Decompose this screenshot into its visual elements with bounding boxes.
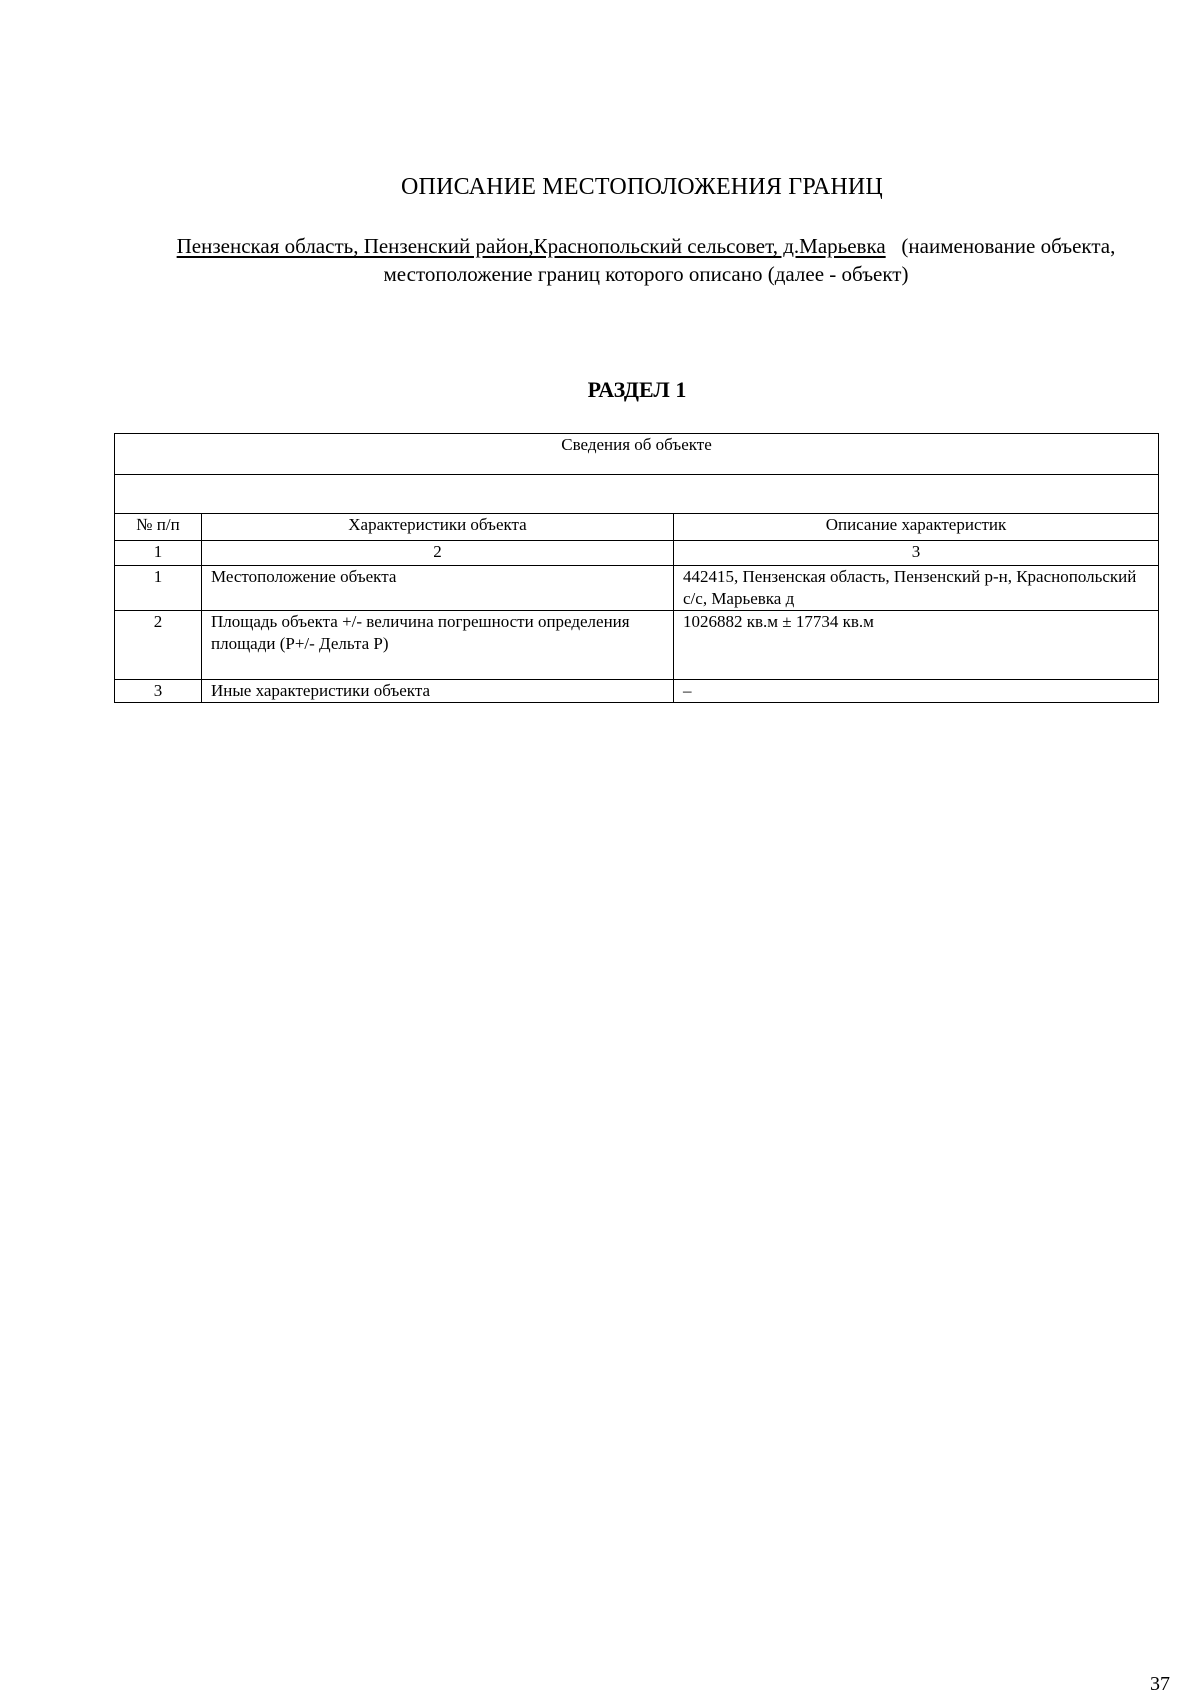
row-characteristic: Иные характеристики объекта <box>202 680 674 703</box>
table-caption-row <box>115 434 1159 475</box>
column-number-1: 1 <box>115 541 202 566</box>
table-column-number-row <box>115 541 1159 566</box>
row-characteristic: Местоположение объекта <box>202 566 674 611</box>
page-number: 37 <box>1150 1673 1170 1695</box>
table-caption: Сведения об объекте <box>115 434 1159 475</box>
header-characteristic: Характеристики объекта <box>202 514 674 541</box>
table-row <box>115 566 1159 611</box>
header-description: Описание характеристик <box>674 514 1159 541</box>
table-blank-row <box>115 475 1159 514</box>
section-title: РАЗДЕЛ 1 <box>587 377 687 402</box>
document-title: ОПИСАНИЕ МЕСТОПОЛОЖЕНИЯ ГРАНИЦ <box>401 174 883 200</box>
object-name: Пензенская область, Пензенский район,Краснопольский сельсовет, д.Марьевка <box>176 234 886 258</box>
row-num: 1 <box>115 566 202 611</box>
table-header-row <box>115 514 1159 541</box>
row-description: – <box>674 680 1159 703</box>
row-num: 2 <box>115 611 202 680</box>
object-caption: (наименование объекта, местоположение границ которого описано (далее - объект) <box>383 234 1116 286</box>
object-description <box>128 232 1164 288</box>
table-row <box>115 680 1159 703</box>
row-characteristic: Площадь объекта +/- величина погрешности определения площади (P+/- Дельта P) <box>202 611 674 680</box>
header-num: № п/п <box>115 514 202 541</box>
row-num: 3 <box>115 680 202 703</box>
column-number-2: 2 <box>202 541 674 566</box>
table-row <box>115 611 1159 680</box>
row-description: 1026882 кв.м ± 17734 кв.м <box>674 611 1159 680</box>
column-number-3: 3 <box>674 541 1159 566</box>
row-description: 442415, Пензенская область, Пензенский р-н, Краснопольский с/с, Марьевка д <box>674 566 1159 611</box>
object-info-table <box>114 433 1159 703</box>
table-blank-cell <box>115 475 1159 514</box>
